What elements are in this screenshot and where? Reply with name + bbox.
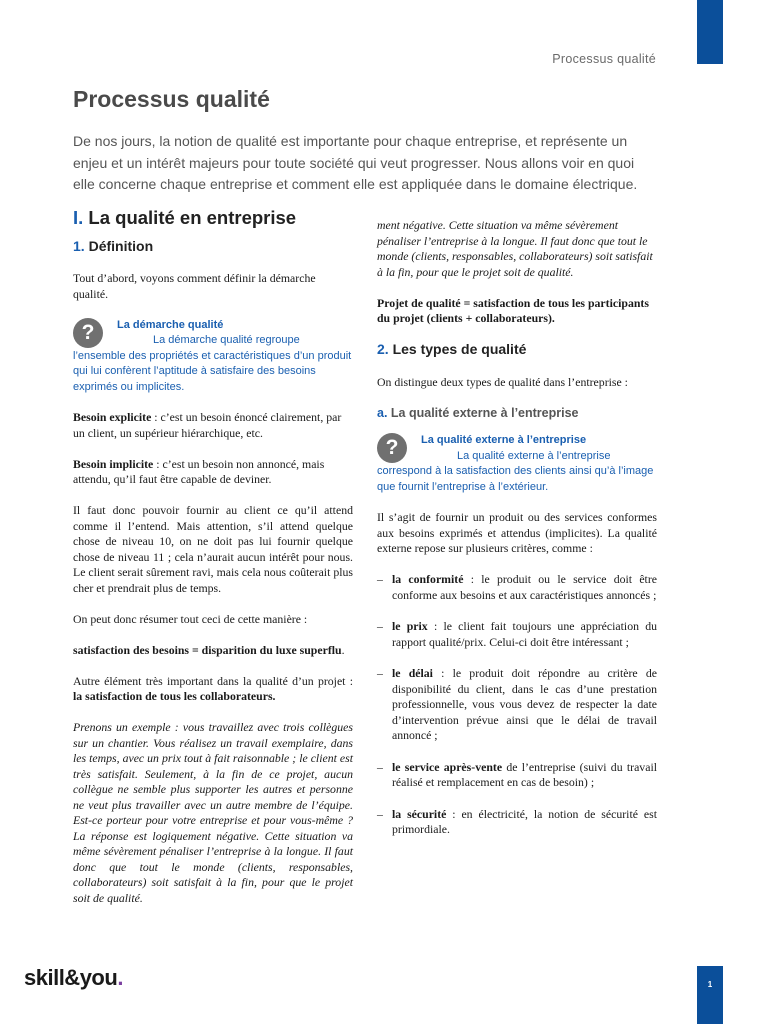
paragraph-implicite: [73, 457, 353, 488]
term: le délai: [392, 666, 433, 680]
top-accent-bar: [697, 0, 723, 64]
term: la conformité: [392, 572, 464, 586]
definition: : le client fait toujours une appréciation du rapport qualité/prix. Celui-ci doit être intéressant ;: [392, 619, 658, 649]
subsubsection-title: La qualité externe à l’entreprise: [390, 405, 579, 420]
criteria-list: [377, 572, 657, 838]
skillandyou-logo: [24, 965, 123, 991]
section-title: La qualité en entreprise: [88, 207, 297, 228]
info-box-title: La démarche qualité: [117, 318, 224, 331]
term: Besoin implicite: [73, 456, 154, 471]
subsection-number: 2.: [377, 341, 389, 357]
text: Autre élément très important dans la qualité d’un projet :: [73, 673, 353, 688]
paragraph-explicite: [73, 410, 353, 441]
paragraph: [73, 674, 353, 705]
paragraph: On peut donc résumer tout ceci de cette manière :: [73, 611, 308, 626]
list-item: [377, 760, 657, 791]
formula-text: satisfaction des besoins = disparition du luxe superflu: [73, 642, 342, 657]
info-box: [377, 433, 657, 495]
page-number: 1: [707, 980, 713, 989]
list-item: [377, 666, 657, 744]
section-number: I.: [73, 207, 84, 228]
intro-paragraph: De nos jours, la notion de qualité est importante pour chaque entreprise, et représente un enjeu et un intérêt majeurs pour toute société qui veut progresser. Nous allons voir en quoi elle concerne chaque entreprise et comment elle est appliquée dans le domaine électrique.: [73, 133, 638, 192]
paragraph: Tout d’abord, voyons comment définir la démarche qualité.: [73, 271, 316, 301]
list-item: [377, 619, 657, 650]
definition: : le produit doit répondre au critère de disponibilité du client, dans le cas d’une prestation professionnelle, vous vous devez de respecter la date d’intervention prévue ainsi que le délai de travail annoncé ;: [392, 666, 657, 742]
subsubsection-heading: [377, 406, 657, 422]
bold-text: la satisfaction de tous les collaborateurs.: [73, 689, 276, 703]
info-box-body: La qualité externe à l’entreprise correspond à la satisfaction des clients ainsi qu’à l’image que fournit l’entreprise à l’extérieur.: [377, 449, 654, 493]
paragraph: Il s’agit de fournir un produit ou des services conformes aux besoins exprimés et attendus (implicites). La qualité externe repose sur plusieurs critères, comme :: [377, 510, 657, 555]
list-item: [377, 807, 657, 838]
example-continuation: ment négative. Cette situation va même sévèrement pénaliser l’entreprise à la longue. Il faut donc que tout le monde (clients, responsables, collaborateurs) soit satisfait à la fin, pour que le projet soit de qualité.: [377, 218, 653, 279]
projet-formula: Projet de qualité = satisfaction de tous les participants du projet (clients + collaborateurs).: [377, 295, 649, 325]
term: Besoin explicite: [73, 410, 152, 424]
term: le prix: [392, 619, 428, 633]
definition: : le produit ou le service doit être conforme aux besoins et aux caractéristiques annoncés ;: [392, 572, 657, 602]
subsection-title: Définition: [88, 237, 154, 254]
running-header: Processus qualité: [552, 52, 656, 66]
logo-dot: .: [117, 965, 123, 990]
page-title: Processus qualité: [73, 86, 270, 112]
right-column: [377, 218, 657, 854]
question-icon: ?: [377, 433, 407, 463]
subsection-number: 1.: [73, 237, 85, 254]
question-icon: ?: [73, 318, 103, 348]
definition: : c’est un besoin énoncé clairement, par un client, un supérieur hiérarchique, etc.: [73, 410, 342, 440]
definition: de l’entreprise (suivi du travail réalisé et remplacement en cas de besoin) ;: [392, 759, 657, 789]
term: le service après-vente: [392, 759, 503, 774]
left-column: [73, 207, 353, 905]
info-box-body: La démarche qualité regroupe l’ensemble des propriétés et caractéristiques d’un produit qui lui confèrent l’aptitude à satisfaire des besoins exprimés ou implicites.: [73, 334, 352, 393]
subsection-heading: [73, 239, 353, 255]
page-number-bar: [697, 966, 723, 1024]
info-box-title: La qualité externe à l’entreprise: [421, 434, 587, 446]
subsection-heading: [377, 342, 657, 358]
definition: : en électricité, la notion de sécurité est primordiale.: [392, 806, 657, 836]
section-heading: [73, 207, 353, 228]
paragraph: Il faut donc pouvoir fournir au client ce qu’il attend comme il l’entend. Mais attention, s’il attend quelque chose de niveau 10, on ne doit pas lui fournir quelque chose de niveau 11 ; cela n’aurait aucun intérêt pour nous. Le client serait sûrement ravi, mais cela nous coûterait plus cher et prendrait plus de temps.: [73, 503, 353, 595]
formula: [73, 643, 353, 659]
info-box: [73, 318, 353, 396]
list-item: [377, 572, 657, 603]
paragraph: On distingue deux types de qualité dans l’entreprise :: [377, 374, 628, 389]
logo-text: skill&you: [24, 965, 118, 990]
term: la sécurité: [392, 806, 447, 821]
subsection-title: Les types de qualité: [392, 341, 527, 357]
example-paragraph: Prenons un exemple : vous travaillez avec trois collègues sur un chantier. Vous réalisez un travail exemplaire, dans les temps, avec un prix tout à fait raisonnable ; le client est très satisfait. Seulement, à la fin de ce projet, aucun collègue ne semble plus supporter les autres et personne ne veut plus travailler avec un autre membre de l’équipe. Est-ce porteur pour votre entreprise et pour vous-même ? La réponse est logiquement négative. Cette situation va même sévèrement pénaliser l’entreprise à la longue. Il faut donc que tout le monde (clients, responsables, collaborateurs) soit satisfait à la fin, pour que le projet soit de qualité.: [73, 720, 353, 905]
definition: : c’est un besoin non annoncé, mais attendu, qu’il faut être capable de deviner.: [73, 456, 325, 486]
subsubsection-letter: a.: [377, 405, 388, 420]
formula-end: .: [341, 642, 345, 657]
